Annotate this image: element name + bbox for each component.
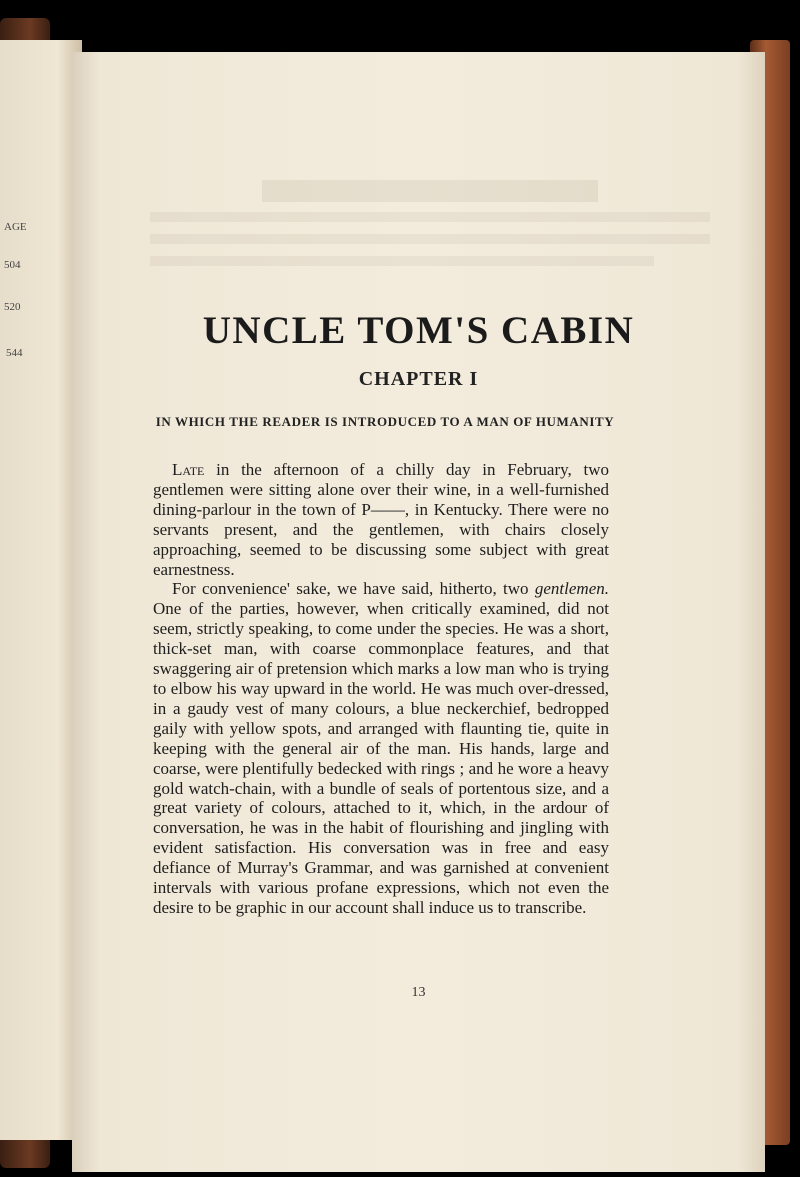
left-page-number: 544	[6, 347, 23, 359]
dropword: Late	[172, 460, 205, 479]
left-page-number: 504	[4, 259, 21, 271]
paragraph	[153, 460, 609, 579]
chapter-subtitle: IN WHICH THE READER IS INTRODUCED TO A MAN OF HUMANITY	[155, 414, 615, 429]
left-page-label: AGE	[4, 221, 27, 233]
paragraph	[153, 579, 609, 917]
paragraph-text: One of the parties, however, when critically examined, did not seem, strictly speaking, to come under the species. He was a short, thick-set man, with coarse commonplace features, and that swaggering air of pretension which marks a low man who is trying to elbow his way upward in the world. He was much over-dressed, in a gaudy vest of many colours, a blue neckerchief, bedropped gaily with yellow spots, and arranged with flaunting tie, quite in keeping with the general air of the man. His hands, large and coarse, were plentifully bedecked with rings ; and he wore a heavy gold watch-chain, with a bundle of seals of portentous size, and a great variety of colours, attached to it, which, in the ardour of conversation, he was in the habit of flourishing and jingling with evident satisfaction. His conversation was in free and easy defiance of Murray's Grammar, and was garnished at convenient intervals with various profane expressions, which not even the desire to be graphic in our account shall induce us to transcribe.	[153, 599, 609, 917]
italic-word: gentlemen.	[534, 579, 609, 599]
paragraph-text: in the afternoon of a chilly day in February, two gentlemen were sitting alone over their wine, in a well-furnished dining-parlour in the town of P——, in Kentucky. There were no servants present, and the gentlemen, with chairs closely approaching, seemed to be discussing some subject with great earnestness.	[153, 460, 609, 579]
left-page	[0, 40, 82, 1140]
book-title: UNCLE TOM'S CABIN	[202, 309, 635, 352]
page-number: 13	[411, 985, 426, 1000]
chapter-body	[153, 460, 609, 918]
chapter-heading: CHAPTER I	[358, 368, 479, 390]
paragraph-lead: For convenience' sake, we have said, hitherto, two	[172, 579, 535, 599]
left-page-number: 520	[4, 301, 21, 313]
